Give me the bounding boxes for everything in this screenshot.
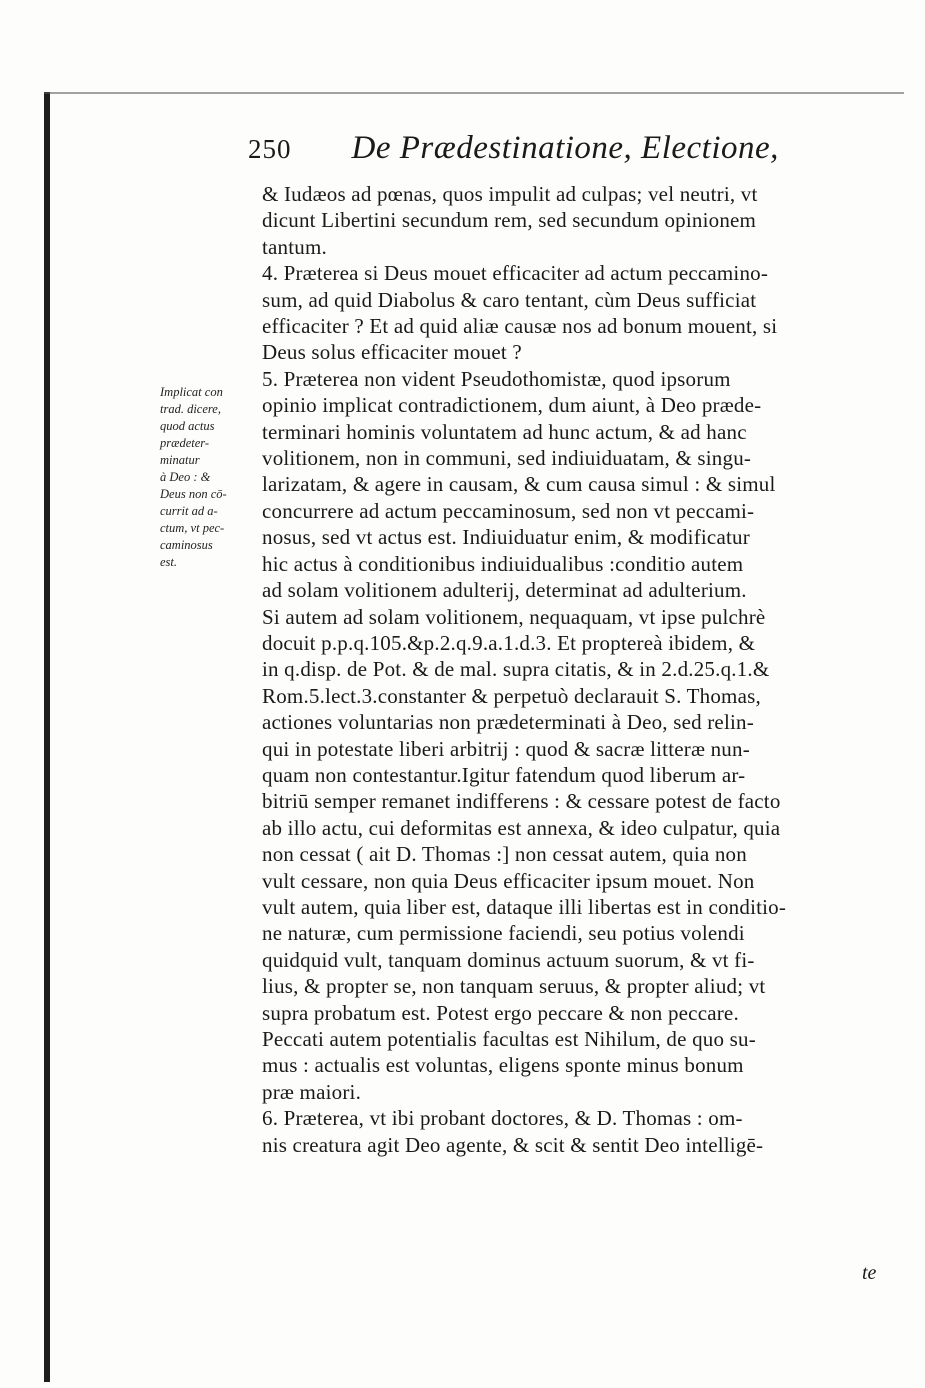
text-line: Peccati autem potentialis facultas est Nihilum, de quo su- (262, 1027, 756, 1051)
marginal-note (160, 384, 264, 571)
text-line: non cessat ( ait D. Thomas :] non cessat autem, quia non (262, 842, 747, 867)
text-line: efficaciter ? Et ad quid aliæ causæ nos ad bonum mouent, si (262, 314, 778, 339)
text-line: nosus, sed vt actus est. Indiuiduatur enim, & modificatur (262, 525, 750, 550)
text-line: ad solam volitionem adulterij, determinat ad adulterium. (262, 578, 747, 603)
text-line: ab illo actu, cui deformitas est annexa, & ideo culpatur, quia (262, 815, 781, 840)
text-line: terminari hominis voluntatem ad hunc actum, & ad hanc (262, 419, 747, 444)
text-line: & Iudæos ad pœnas, quos impulit ad culpas; vel neutri, vt (262, 182, 758, 206)
text-line: actiones voluntarias non prædeterminati à Deo, sed relin- (262, 710, 754, 735)
text-line: tantum. (262, 234, 327, 259)
marginal-note-line: Deus non cō- (160, 487, 227, 501)
text-line: bitriū semper remanet indifferens : & cessare potest de facto (262, 789, 781, 814)
text-line: 4. Præterea si Deus mouet efficaciter ad actum peccamino- (262, 261, 769, 286)
text-line: quam non contestantur.Igitur fatendum quod liberum ar- (262, 762, 746, 787)
text-line: Si autem ad solam volitionem, nequaquam, vt ipse pulchrè (262, 604, 766, 629)
page-gutter-shadow (44, 92, 50, 1382)
text-line: in q.disp. de Pot. & de mal. supra citatis, & in 2.d.25.q.1.& (262, 657, 770, 682)
text-line: concurrere ad actum peccaminosum, sed non vt peccami- (262, 498, 755, 523)
marginal-note-line: minatur (160, 453, 200, 467)
text-line: hic actus à conditionibus indiuidualibus :conditio autem (262, 551, 744, 576)
page-top-edge (44, 92, 904, 94)
body-text (262, 181, 892, 1158)
text-line: 5. Præterea non vident Pseudothomistæ, quod ipsorum (262, 366, 731, 391)
text-line: qui in potestate liberi arbitrij : quod & sacræ litteræ nun- (262, 736, 750, 761)
text-line: lius, & propter se, non tanquam seruus, & propter aliud; vt (262, 974, 766, 999)
marginal-note-line: quod actus (160, 419, 215, 433)
marginal-note-line: Implicat con (160, 385, 223, 399)
marginal-note-line: caminosus (160, 538, 213, 552)
text-line: 6. Præterea, vt ibi probant doctores, & D. Thomas : om- (262, 1106, 743, 1131)
marginal-note-line: à Deo : & (160, 470, 211, 484)
text-line: quidquid vult, tanquam dominus actuum suorum, & vt fi- (262, 947, 755, 972)
marginal-note-line: trad. dicere, (160, 402, 221, 416)
text-line: nis creatura agit Deo agente, & scit & sentit Deo intelligē- (262, 1132, 764, 1157)
text-line: larizatam, & agere in causam, & cum causa simul : & simul (262, 472, 776, 497)
text-line: dicunt Libertini secundum rem, sed secundum opinionem (262, 208, 757, 233)
running-title: De Prædestinatione, Electione, (351, 130, 779, 166)
marginal-note-line: currit ad a- (160, 504, 218, 518)
text-line: Rom.5.lect.3.constanter & perpetuò declarauit S. Thomas, (262, 683, 761, 708)
text-line: vult autem, quia liber est, dataque illi libertas est in conditio- (262, 894, 787, 919)
text-line: sum, ad quid Diabolus & caro tentant, cùm Deus sufficiat (262, 287, 757, 312)
text-line: volitionem, non in communi, sed indiuiduatam, & singu- (262, 446, 752, 471)
text-line: Deus solus efficaciter mouet ? (262, 340, 522, 365)
page-number: 250 (248, 134, 292, 164)
text-line: ne naturæ, cum permissione faciendi, seu potius volendi (262, 921, 745, 946)
text-line: præ maiori. (262, 1079, 362, 1104)
text-line: vult cessare, non quia Deus efficaciter ipsum mouet. Non (262, 868, 755, 893)
text-line: mus : actualis est voluntas, eligens sponte minus bonum (262, 1053, 744, 1078)
page-header (248, 130, 868, 174)
text-line: supra probatum est. Potest ergo peccare & non peccare. (262, 1000, 739, 1025)
marginal-note-line: prædeter- (160, 436, 210, 450)
text-line: opinio implicat contradictionem, dum aiunt, à Deo præde- (262, 393, 762, 418)
catchword: te (862, 1262, 877, 1284)
text-line: docuit p.p.q.105.&p.2.q.9.a.1.d.3. Et proptereà ibidem, & (262, 630, 756, 655)
marginal-note-line: ctum, vt pec- (160, 521, 225, 535)
marginal-note-line: est. (160, 555, 178, 569)
